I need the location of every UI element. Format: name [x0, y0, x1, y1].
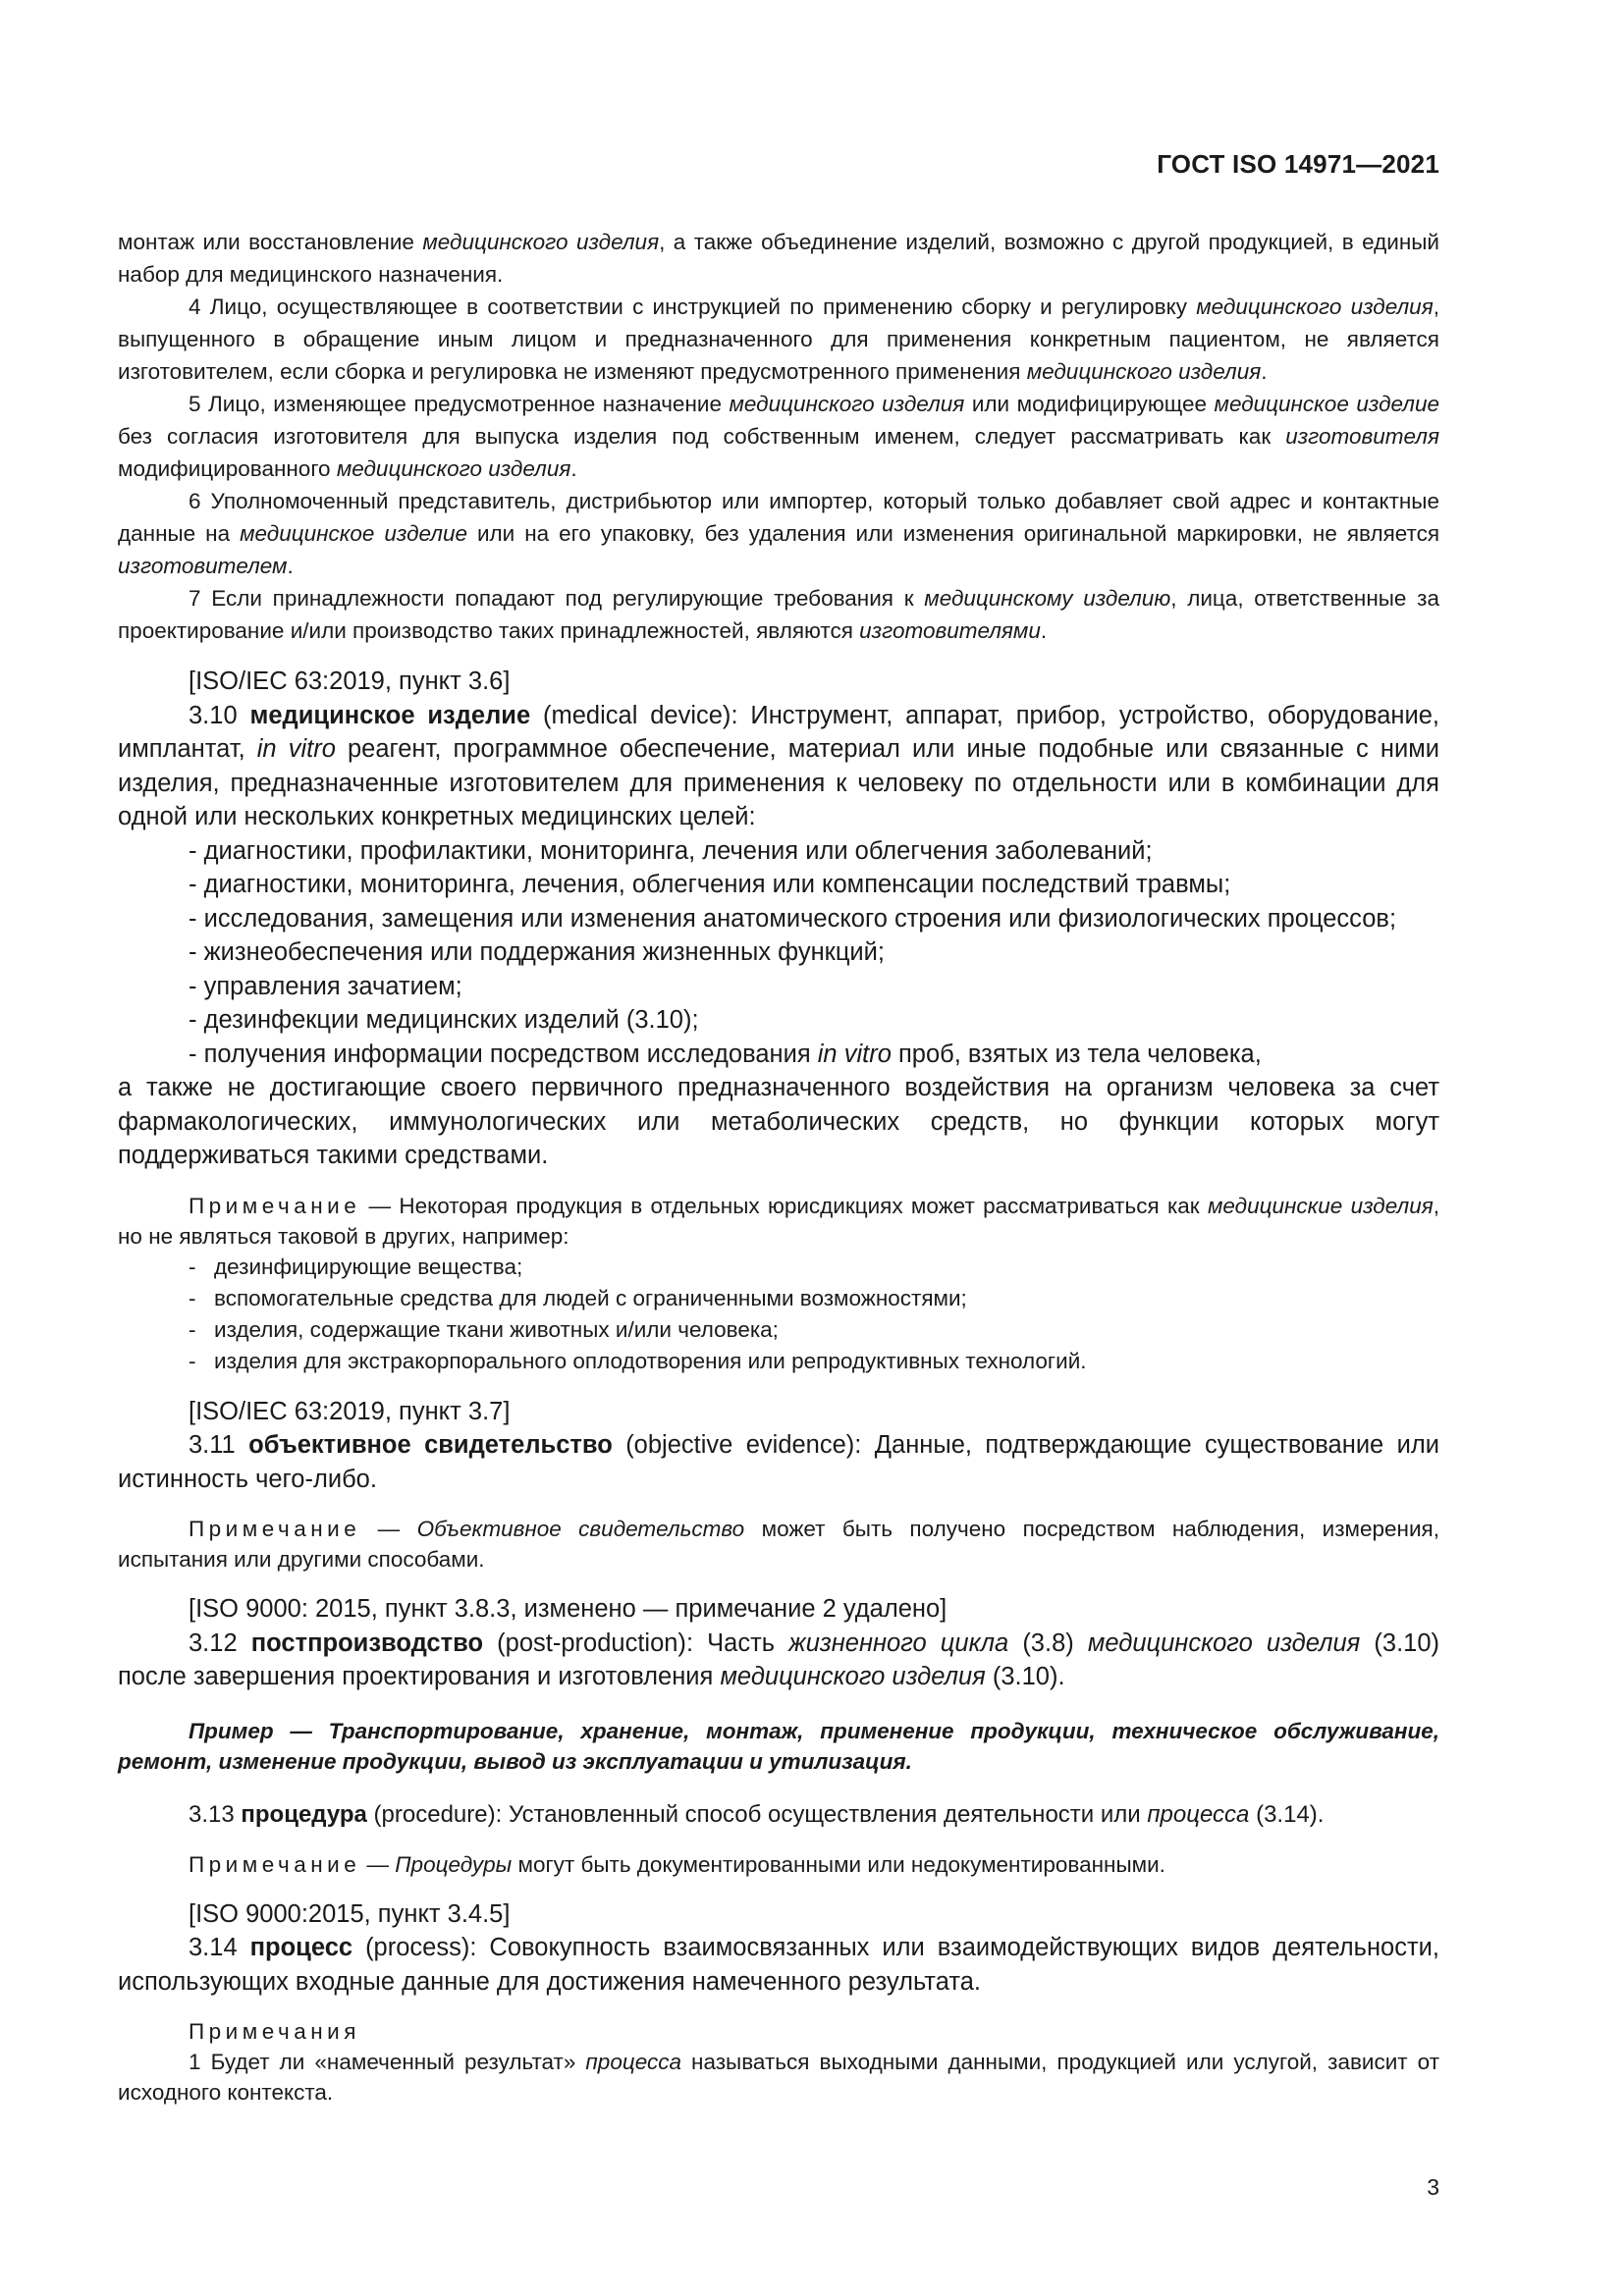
reference-3-7: [ISO/IEC 63:2019, пункт 3.7] [189, 1397, 511, 1425]
note-label: Примечание [189, 1193, 361, 1218]
term-3-10-tail: а также не достигающие своего первичного предназначенного воздействия на организм человека за счет фармакологических, иммунологических или метаболических средств, но функции которых могут поддерживаться такими средствами. [118, 1074, 1439, 1169]
list-item: - дезинфекции медицинских изделий (3.10); [189, 1006, 699, 1034]
notes-3-14-label: Примечания [189, 2019, 360, 2044]
term-3-10-title: медицинское изделие [249, 701, 531, 729]
note-6: 6 Уполномоченный представитель, дистрибьютор или импортер, который только добавляет свой адрес и контактные данные на медицинское изделие или на его упаковку, без удаления или изменения оригинальной маркировки, не является изготовителем. [118, 489, 1440, 578]
note-3-11: Примечание — Объективное свидетельство может быть получено посредством наблюдения, измерения, испытания или другими способами. [118, 1517, 1439, 1572]
page-body [118, 226, 1439, 2108]
term-3-11: 3.11 объективное свидетельство (objective evidence): Данные, подтверждающие существование или истинность чего-либо. [118, 1431, 1440, 1493]
note-3-13: Примечание — Процедуры могут быть документированными или недокументированными. [189, 1851, 1165, 1877]
note-label: Примечание [189, 1851, 361, 1877]
note-7: 7 Если принадлежности попадают под регулирующие требования к медицинскому изделию, лица, ответственные за проектирование и/или производство таких принадлежностей, являются изготовителями. [118, 586, 1439, 643]
note-list-item: - вспомогательные средства для людей с ограниченными возможностями; [189, 1285, 967, 1310]
term-3-12-title: постпроизводство [250, 1629, 484, 1657]
note-list-item: - изделия, содержащие ткани животных и/или человека; [189, 1316, 779, 1342]
note-3-10: Примечание — Некоторая продукция в отдельных юрисдикциях может рассматриваться как медицинские изделия, но не являться таковой в других, например: [118, 1193, 1439, 1249]
term-3-10: 3.10 медицинское изделие (medical device): Инструмент, аппарат, прибор, устройство, оборудование, имплантат, in vitro реагент, программное обеспечение, материал или иные подобные или связанные с ними изделия, предназначенные изготовителем для применения к человеку по отдельности или в комбинации для одной или нескольких конкретных медицинских целей: [118, 701, 1440, 830]
document-id-header: ГОСТ ISO 14971—2021 [1157, 149, 1439, 179]
term-3-12: 3.12 постпроизводство (post-production): Часть жизненного цикла (3.8) медицинского изделия (3.10) после завершения проектирования и изготовления медицинского изделия (3.10). [118, 1629, 1440, 1690]
note-continuation: монтаж или восстановление медицинского изделия, а также объединение изделий, возможно с другой продукцией, в единый набор для медицинского назначения. [118, 230, 1439, 287]
note-list-item: - изделия для экстракорпорального оплодотворения или репродуктивных технологий. [189, 1348, 1087, 1373]
reference-3-4-5: [ISO 9000:2015, пункт 3.4.5] [189, 1899, 511, 1928]
reference-3-8-3: [ISO 9000: 2015, пункт 3.8.3, изменено — примечание 2 удалено] [189, 1595, 947, 1623]
page-number: 3 [1427, 2174, 1439, 2200]
list-item: - получения информации посредством исследования in vitro проб, взятых из тела человека, [189, 1040, 1262, 1068]
term-3-11-title: объективное свидетельство [248, 1431, 613, 1459]
list-item: - жизнеобеспечения или поддержания жизненных функций; [189, 938, 886, 966]
note-3-14-1: 1 Будет ли «намеченный результат» процесса называться выходными данными, продукцией или услугой, зависит от исходного контекста. [118, 2050, 1440, 2105]
list-item: - диагностики, профилактики, мониторинга, лечения или облегчения заболеваний; [189, 836, 1153, 865]
list-item: - диагностики, мониторинга, лечения, облегчения или компенсации последствий травмы; [189, 871, 1231, 898]
list-item: - исследования, замещения или изменения анатомического строения или физиологических процессов; [189, 904, 1397, 933]
reference-3-6: [ISO/IEC 63:2019, пункт 3.6] [189, 667, 511, 695]
term-3-14: 3.14 процесс (process): Совокупность взаимосвязанных или взаимодействующих видов деятельности, использующих входные данные для достижения намеченного результата. [118, 1934, 1439, 1996]
list-item: - управления зачатием; [189, 972, 462, 1000]
note-5: 5 Лицо, изменяющее предусмотренное назначение медицинского изделия или модифицирующее медицинское изделие без согласия изготовителя для выпуска изделия под собственным именем, следует рассматривать как изготовителя модифицированного медицинского изделия. [118, 392, 1439, 481]
term-3-13: 3.13 процедура (procedure): Установленный способ осуществления деятельности или процесса (3.14). [189, 1800, 1325, 1828]
term-3-13-title: процедура [241, 1800, 367, 1828]
note-4: 4 Лицо, осуществляющее в соответствии с инструкцией по применению сборку и регулировку медицинского изделия, выпущенного в обращение иным лицом и предназначенного для применения конкретным пациентом, не является изготовителем, если сборка и регулировка не изменяют предусмотренного применения медицинского изделия. [118, 294, 1439, 384]
term-3-14-title: процесс [249, 1934, 353, 1961]
example-3-12: Пример — Транспортирование, хранение, монтаж, применение продукции, техническое обслуживание, ремонт, изменение продукции, вывод из эксплуатации и утилизация. [118, 1718, 1439, 1774]
note-label: Примечание [189, 1517, 361, 1541]
note-list-item: - дезинфицирующие вещества; [189, 1254, 523, 1279]
